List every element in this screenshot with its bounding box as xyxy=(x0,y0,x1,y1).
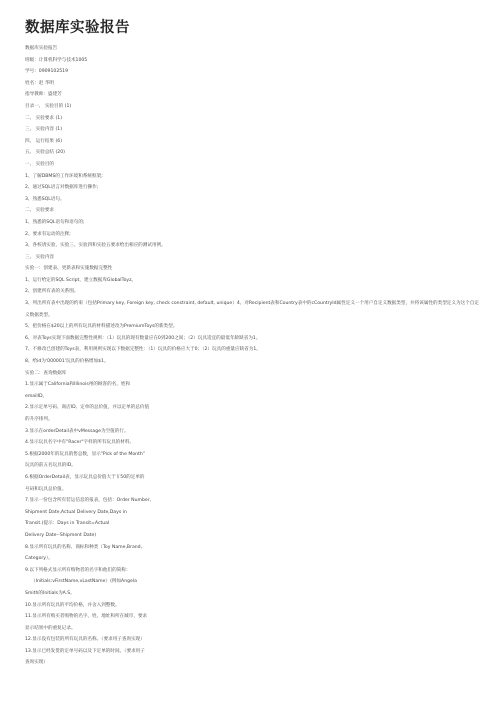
doc-line: 4.显示玩具名字中有"Racer"字样的所有玩具的材料。 xyxy=(25,440,135,446)
toc-line: 五、 实验总结 (20) xyxy=(25,150,65,156)
doc-line: 号码和玩具总价值。 xyxy=(25,486,67,492)
doc-line: 1.显示属于California和Illinois州的顾客的名、姓和 xyxy=(25,382,131,388)
doc-line: 2、通过SQL语言对数据库进行操作; xyxy=(25,185,99,191)
doc-line: 13.显示已经发货的定单号码以及下定单的时间。（要求用子 xyxy=(25,648,145,654)
section-heading: 三、 实验内容 xyxy=(25,254,55,260)
section-heading: 实验二：查询数据库 xyxy=(25,370,67,376)
doc-line: 3、各校请实验、实验三、实验四和实验五要求给出相应的测试用例。 xyxy=(25,243,166,249)
toc-line: 三、 实验内容 (1) xyxy=(25,127,62,133)
doc-line: 姓名：赵 华明 xyxy=(25,80,55,86)
doc-line: 1、熟悉的SQL语句和语句的; xyxy=(25,219,85,225)
doc-line: 6.根据OrderDetail表，显示玩具总价值大于￥50的定单的 xyxy=(25,474,145,480)
doc-line: 数据库实验报告 xyxy=(25,46,58,51)
doc-line: 7、不修改已创建的Toys表，利用规则实现以下数据完整性：（1）玩具的价格应大于0；（2）玩具的重量应缺省为1。 xyxy=(25,347,261,353)
doc-line: 3、熟悉SQL语句。 xyxy=(25,196,65,202)
doc-line: 2.显示定单号码、商店ID、定单的总价值，并以定单的总价值 xyxy=(25,405,150,411)
doc-line: 2、要求有运动的注释; xyxy=(25,231,71,237)
section-heading: 一、 实验目的 xyxy=(25,161,55,167)
doc-line: 10.显示所有玩具的平均价格，并舍入到整数。 xyxy=(25,602,120,608)
doc-line: 12.显示没有包装的所有玩具的名称。（要求用子查询实现） xyxy=(25,637,145,643)
doc-line: 6、对表Toys实现下面数据完整性规则：（1）玩具的现有数量应在0到200之间；（2）玩具适宜的最低年龄缺省为1。 xyxy=(25,335,261,341)
doc-line: 指导教师：盛建芳 xyxy=(25,92,62,98)
doc-line: emailID。 xyxy=(25,393,48,399)
document-body xyxy=(25,43,492,669)
toc-line: 二、 实验要求 (1) xyxy=(25,115,62,121)
doc-line: 5.根据2000年的玩具销售总数，显示"Pick of the Month" xyxy=(25,451,145,457)
doc-line: 1、运行给定的SQL Script，建立数据库GlobalToyz。 xyxy=(25,277,137,283)
doc-line: （Initials:vFirstName,vLastName）(例如Angela xyxy=(31,579,137,585)
document-title: 数据库实验报告 xyxy=(25,20,130,36)
doc-line: 义数据类型。 xyxy=(25,312,53,318)
doc-line: Smith的Initials为A.S。 xyxy=(25,590,75,596)
doc-line: 8.显示所有玩具的名称、商标和种类（Toy Name,Brand, xyxy=(25,544,143,550)
doc-line: Shipment Date,Actual Delivery Date,Days in xyxy=(25,509,127,515)
doc-line: 11.显示所有购买者购物的名字、姓、地址和所在城市，要求 xyxy=(25,614,148,620)
doc-line: 2、创建所有表的关系图。 xyxy=(25,289,79,295)
toc-line: 四、 运行结果 (6) xyxy=(25,138,62,144)
doc-line: Category）。 xyxy=(25,556,53,562)
doc-line: 3.显示在orderDetail表中vMessage为空值的行。 xyxy=(25,428,129,434)
doc-line: 8、给id为'000001'玩具的价格增加$1。 xyxy=(25,359,109,365)
doc-line: 班级：计算机科学与技术1005 xyxy=(25,57,88,63)
doc-line: 7.显示一份包含所有装运信息的报表，包括：Order Number, xyxy=(25,498,152,504)
doc-paragraph: 3、列出所有表中出现的约束（包括Primary key, Foreign key, check constraint, default, unique）4、对Recipient表和Country表中的cCountryId属性定义一个用户自定义数据类型，并将该属性的类型定义为这个自定 xyxy=(25,301,479,307)
toc-line: 目录一、 实验目的 (1) xyxy=(25,103,72,109)
doc-line: 学号：0909102519 xyxy=(25,69,69,75)
doc-line: 5、把价格在$20以上的所有玩具的材料描述改为PremiumToys的新类型。 xyxy=(25,324,178,330)
doc-line: Transit.(提示：Days in Transit=Actual xyxy=(25,521,110,527)
doc-line: Delivery Date--Shipment Date) xyxy=(25,532,97,538)
doc-line: 9.以下列格式显示所有购物者的名字和他们的简称： xyxy=(25,567,131,573)
doc-line: 查询实现） xyxy=(25,660,48,666)
doc-line: 1、了解DBMS的工作环境和系统框架; xyxy=(25,173,103,179)
doc-line: 显示结果中的重复记录。 xyxy=(25,625,76,631)
doc-line: 实验一：创建表、更新表和实施数据完整性 xyxy=(25,266,113,272)
doc-line: 玩具的前五名玩具的ID。 xyxy=(25,463,76,469)
section-heading: 二、 实验要求 xyxy=(25,208,55,214)
doc-line: 的升序排列。 xyxy=(25,417,53,422)
